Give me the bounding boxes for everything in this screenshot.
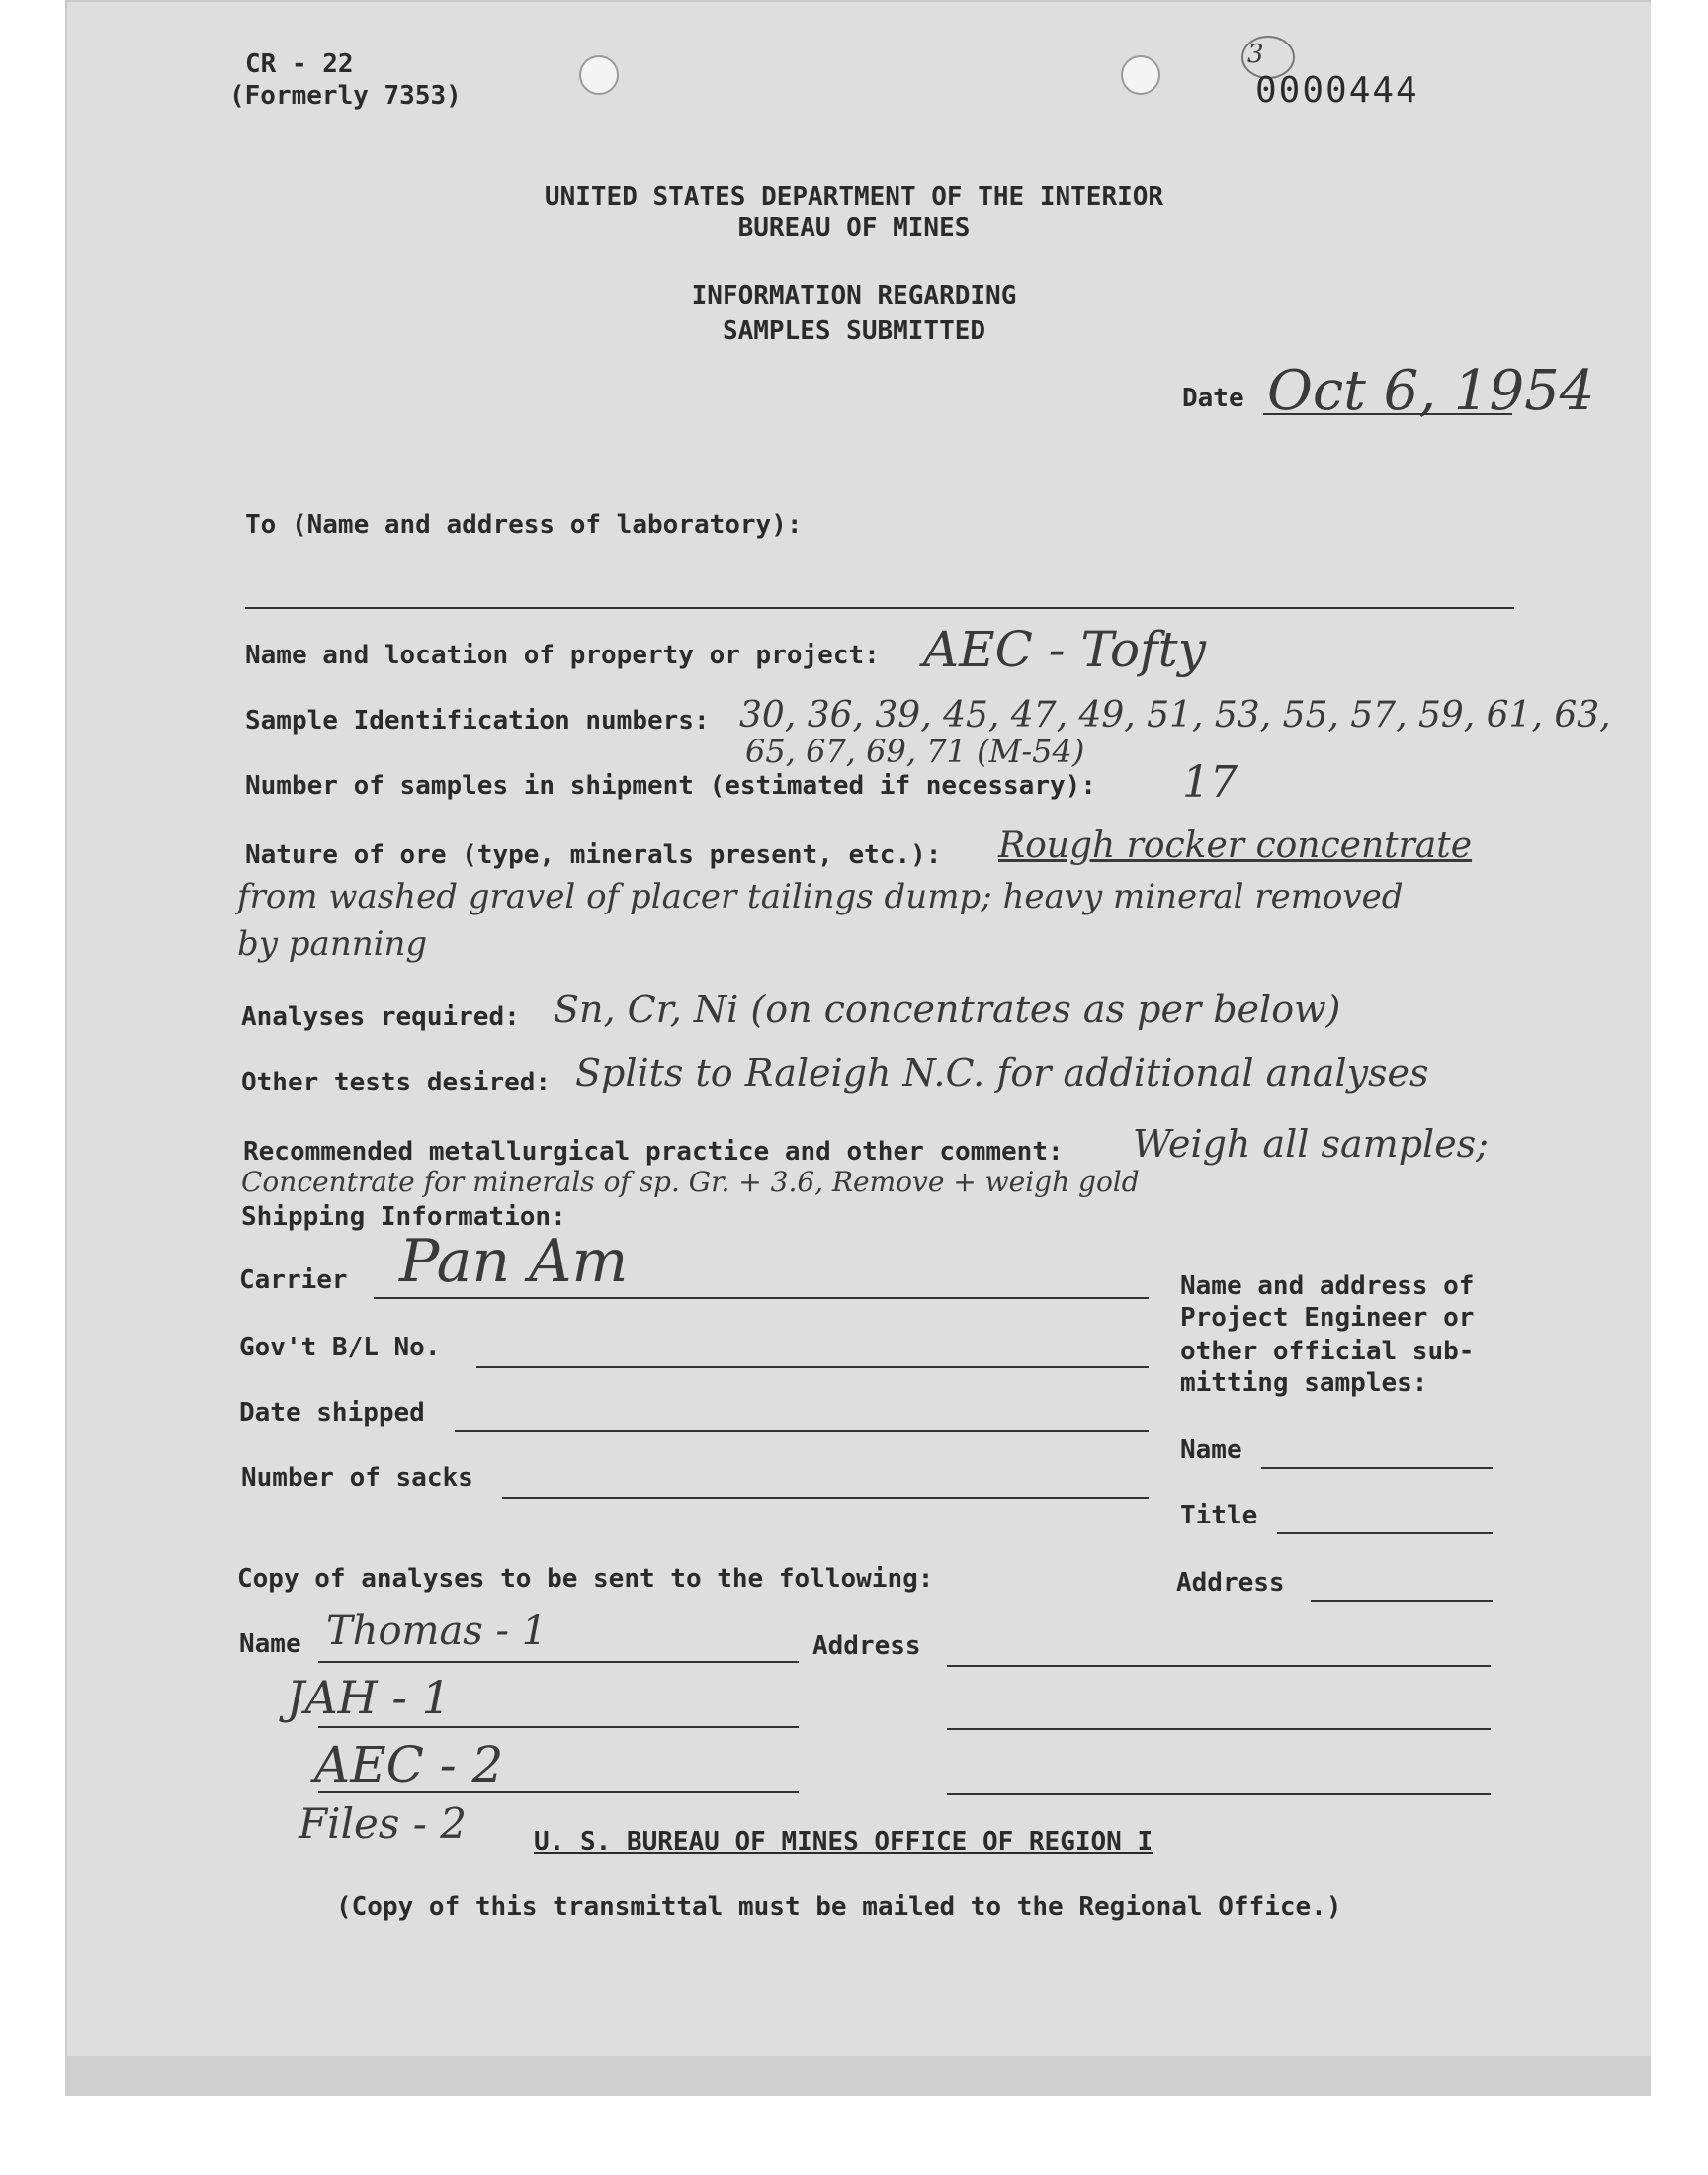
copy-address-line-2: [947, 1728, 1491, 1730]
sacks-line: [502, 1497, 1149, 1499]
to-line: [245, 607, 1514, 609]
formerly-code: (Formerly 7353): [229, 81, 462, 111]
copy-address-line-1: [947, 1665, 1491, 1667]
metallurgical-value-line1: Weigh all samples;: [1133, 1122, 1489, 1166]
date-shipped-label: Date shipped: [239, 1398, 425, 1428]
sample-id-label: Sample Identification numbers:: [245, 706, 710, 736]
copy-address-label: Address: [812, 1631, 921, 1661]
carrier-value: Pan Am: [399, 1227, 629, 1296]
date-underline: [1263, 413, 1512, 415]
carrier-line: [374, 1297, 1149, 1299]
agency-title: UNITED STATES DEPARTMENT OF THE INTERIOR: [544, 182, 1164, 212]
regional-office-title: U. S. BUREAU OF MINES OFFICE OF REGION I: [534, 1827, 1153, 1857]
form-code: CR - 22: [245, 49, 354, 79]
copy-name-line-2: [318, 1726, 799, 1728]
carrier-label: Carrier: [239, 1265, 348, 1295]
ore-value-line3: by panning: [237, 924, 428, 964]
engineer-name-line: [1261, 1467, 1493, 1469]
engineer-heading-line1: Name and address of: [1180, 1271, 1475, 1301]
analyses-value: Sn, Cr, Ni (on concentrates as per below): [554, 988, 1341, 1031]
other-tests-label: Other tests desired:: [241, 1068, 552, 1097]
engineer-address-label: Address: [1176, 1568, 1285, 1598]
sacks-label: Number of sacks: [241, 1463, 473, 1493]
engineer-address-line: [1311, 1600, 1493, 1602]
engineer-name-label: Name: [1180, 1436, 1242, 1465]
copy-name-label: Name: [239, 1629, 301, 1659]
transmittal-note: (Copy of this transmittal must be mailed to the Regional Office.): [336, 1892, 1342, 1922]
form-title-line2: SAMPLES SUBMITTED: [722, 316, 986, 346]
copy-recipient-3: AEC - 2: [314, 1736, 504, 1793]
engineer-heading-line3: other official sub-: [1180, 1337, 1475, 1366]
copy-recipient-1: Thomas - 1: [326, 1609, 548, 1654]
num-samples-label: Number of samples in shipment (estimated if necessary):: [245, 771, 1096, 801]
metallurgical-value-line2: Concentrate for minerals of sp. Gr. + 3.6, Remove + weigh gold: [241, 1166, 1140, 1198]
date-value: Oct 6, 1954: [1267, 359, 1595, 423]
bl-label: Gov't B/L No.: [239, 1333, 441, 1362]
property-label: Name and location of property or project:: [245, 641, 880, 670]
punch-hole-right: [1121, 55, 1160, 95]
copy-name-line-3: [318, 1791, 799, 1793]
date-label: Date: [1182, 384, 1244, 413]
page-edge: [65, 2056, 1651, 2096]
sample-id-value-line1: 30, 36, 39, 45, 47, 49, 51, 53, 55, 57, 59, 61, 63,: [739, 695, 1611, 736]
document-number: 0000444: [1255, 70, 1419, 111]
copy-name-line-1: [318, 1661, 799, 1663]
property-value: AEC - Tofty: [923, 621, 1206, 678]
copy-recipient-4: Files - 2: [299, 1799, 468, 1848]
shipping-heading: Shipping Information:: [241, 1202, 566, 1232]
ore-value-line2: from washed gravel of placer tailings dump; heavy mineral removed: [237, 877, 1404, 916]
copy-recipient-2: JAH - 1: [287, 1671, 451, 1724]
punch-hole-left: [579, 55, 619, 95]
date-shipped-line: [455, 1430, 1149, 1432]
bureau-title: BUREAU OF MINES: [737, 214, 971, 243]
form-title-line1: INFORMATION REGARDING: [691, 281, 1017, 310]
num-samples-value: 17: [1182, 757, 1238, 808]
bl-line: [476, 1366, 1149, 1368]
engineer-heading-line4: mitting samples:: [1180, 1368, 1428, 1398]
copies-heading: Copy of analyses to be sent to the following:: [237, 1564, 934, 1594]
ore-value-line1: Rough rocker concentrate: [998, 826, 1473, 866]
metallurgical-label: Recommended metallurgical practice and other comment:: [243, 1137, 1064, 1167]
analyses-label: Analyses required:: [241, 1002, 520, 1032]
engineer-heading-line2: Project Engineer or: [1180, 1303, 1475, 1333]
doc-number-circle-mark: 3: [1247, 40, 1264, 69]
engineer-title-label: Title: [1180, 1501, 1258, 1530]
other-tests-value: Splits to Raleigh N.C. for additional analyses: [575, 1051, 1429, 1094]
ore-label: Nature of ore (type, minerals present, etc.):: [245, 840, 942, 870]
to-label: To (Name and address of laboratory):: [245, 510, 803, 540]
copy-address-line-3: [947, 1793, 1491, 1795]
sample-id-value-line2: 65, 67, 69, 71 (M-54): [745, 733, 1085, 770]
engineer-title-line: [1277, 1532, 1493, 1534]
